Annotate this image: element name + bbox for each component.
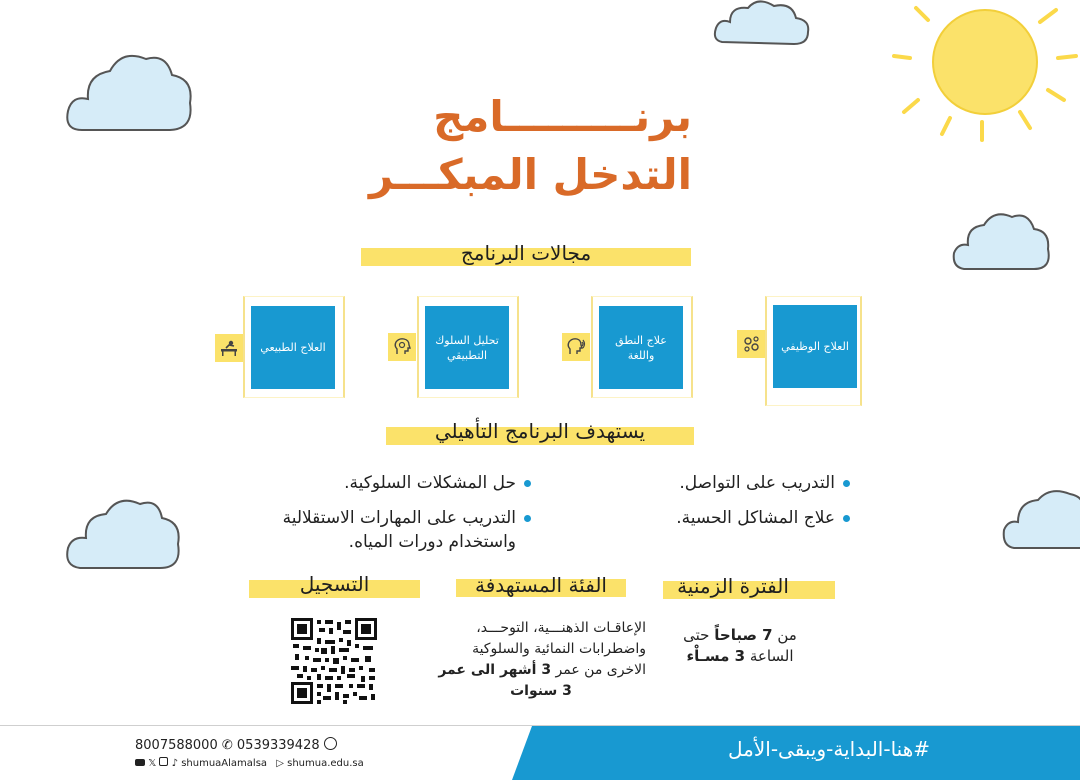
- youtube-icon: [135, 759, 145, 766]
- bullet-item: حل المشكلات السلوكية.: [344, 471, 531, 495]
- phone-mobile[interactable]: 0539339428: [236, 738, 320, 753]
- website-icon: ▷: [276, 758, 284, 769]
- tiktok-icon: ♪: [171, 758, 179, 769]
- section-heading-fields: مجالات البرنامج: [460, 241, 592, 265]
- phone-icon: ✆: [221, 738, 233, 753]
- period-info: من 7 صباحاً حتى الساعة 3 مسـاْء: [683, 626, 797, 665]
- bullet-dot: [524, 480, 531, 487]
- bullet-item: التدريب على المهارات الاستقلالية: [283, 506, 531, 530]
- bullet-dot: [843, 480, 850, 487]
- instagram-icon: [159, 757, 168, 766]
- footer-divider: [0, 725, 1080, 726]
- target-group-info: الإعاقـات الذهنـــية، التوحـــد، واضطرابات النمائية والسلوكية الاخرى من عمر 3 أشهر الى عمر 3 سنوات: [438, 620, 646, 699]
- cloud-decoration: [712, 0, 812, 52]
- therapy-bed-icon: [215, 334, 243, 362]
- section-heading-group: الفئة المستهدفة: [475, 573, 607, 597]
- cloud-decoration: [950, 205, 1055, 280]
- page-title: [272, 88, 692, 204]
- speech-head-icon: [562, 333, 590, 361]
- card-aba: تحليل السلوك التطبيقي: [425, 306, 509, 389]
- bullet-item-continuation: واستخدام دورات المياه.: [348, 532, 516, 552]
- card-physical-therapy: العلاج الطبيعي: [251, 306, 335, 389]
- bullet-item: التدريب على التواصل.: [679, 471, 850, 495]
- bullet-dot: [843, 515, 850, 522]
- contact-social: [135, 757, 364, 769]
- cloud-decoration: [62, 45, 197, 145]
- cloud-decoration: [62, 490, 184, 580]
- phone-toll-free[interactable]: 8007588000: [135, 738, 218, 753]
- title-line-1: برنـــــــــامج: [433, 92, 692, 141]
- bullet-item: علاج المشاكل الحسية.: [676, 506, 850, 530]
- whatsapp-icon: [324, 737, 337, 750]
- registration-qr-code[interactable]: [291, 618, 377, 704]
- card-occupational-therapy: العلاج الوظيفي: [773, 305, 857, 388]
- section-heading-period: الفترة الزمنية: [677, 574, 789, 598]
- card-speech-therapy: علاج النطق واللغة: [599, 306, 683, 389]
- section-heading-registration: التسجيل: [299, 572, 370, 596]
- brain-head-icon: [388, 333, 416, 361]
- bullet-dot: [524, 515, 531, 522]
- cloud-decoration: [1000, 482, 1080, 557]
- gears-icon: [737, 330, 765, 358]
- contact-phones: [135, 737, 337, 753]
- social-handle[interactable]: shumuaAlamalsa: [181, 758, 268, 769]
- footer-hashtag: #هنا-البداية-ويبقى-الأمل: [728, 737, 930, 761]
- section-heading-targets: يستهدف البرنامج التأهيلي: [434, 419, 646, 443]
- title-line-2: التدخل المبكـــر: [368, 150, 692, 199]
- sun-icon: [890, 0, 1080, 145]
- website-link[interactable]: shumua.edu.sa: [287, 758, 364, 769]
- x-icon: 𝕏: [148, 758, 157, 769]
